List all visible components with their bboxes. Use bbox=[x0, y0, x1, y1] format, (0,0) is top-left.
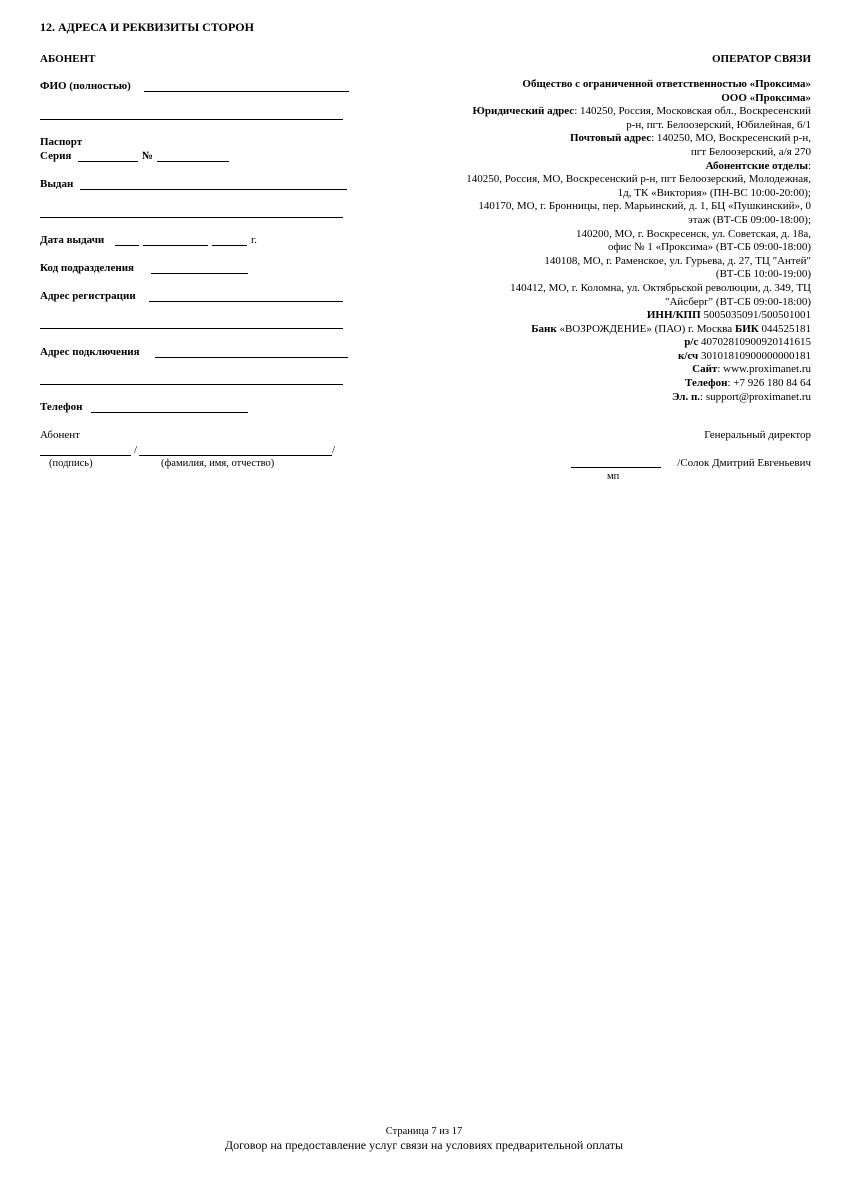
operator-heading: ОПЕРАТОР СВЯЗИ bbox=[712, 53, 811, 65]
issued-by-field-continued[interactable] bbox=[40, 217, 343, 218]
bank-label: Банк bbox=[531, 322, 557, 335]
subscriber-signer-label: Абонент bbox=[40, 429, 80, 441]
office-line: 140200, МО, г. Воскресенск, ул. Советская, д. 18а, bbox=[575, 227, 811, 240]
fio-field[interactable] bbox=[144, 91, 349, 92]
director-name: /Солок Дмитрий Евгеньевич bbox=[677, 457, 811, 469]
email-value[interactable]: : support@proximanet.ru bbox=[700, 390, 811, 403]
office-line: 140170, МО, г. Бронницы, пер. Марьинский, д. 1, БЦ «Пушкинский», 0 bbox=[478, 200, 811, 213]
connection-address-label: Адрес подключения bbox=[40, 346, 140, 358]
registration-address-label: Адрес регистрации bbox=[40, 290, 136, 302]
fio-label: ФИО (полностью) bbox=[40, 80, 131, 92]
connection-address-field[interactable] bbox=[155, 357, 348, 358]
fio-field-continued[interactable] bbox=[40, 119, 343, 120]
operator-offices-heading bbox=[411, 160, 811, 174]
ks-label: к/сч bbox=[677, 349, 699, 362]
operator-details bbox=[411, 78, 811, 404]
office-line: этаж (ВТ-СБ 09:00-18:00); bbox=[687, 213, 811, 226]
issued-by-field[interactable] bbox=[80, 189, 347, 190]
operator-phone bbox=[411, 377, 811, 391]
division-code-label: Код подразделения bbox=[40, 262, 134, 274]
office-line: 1д, ТК «Виктория» (ПН-ВС 10:00-20:00); bbox=[617, 186, 811, 199]
operator-ks bbox=[411, 350, 811, 364]
number-label: № bbox=[142, 150, 154, 162]
operator-rs bbox=[411, 336, 811, 350]
postal-address-line1: : 140250, МО, Воскресенский р-н, bbox=[651, 132, 811, 145]
issue-year-field[interactable] bbox=[212, 245, 247, 246]
subscriber-heading: АБОНЕНТ bbox=[40, 53, 96, 65]
signature-slash-right: / bbox=[332, 444, 336, 456]
inn-label: ИНН/КПП bbox=[646, 309, 701, 322]
operator-phone-label: Телефон bbox=[685, 377, 728, 390]
division-code-field[interactable] bbox=[151, 273, 248, 274]
operator-legal-address-line2: р-н, пгт. Белоозерский, Юбилейная, 6/1 bbox=[626, 118, 811, 131]
operator-company-short: ООО «Проксима» bbox=[721, 91, 811, 104]
year-suffix: г. bbox=[251, 234, 258, 246]
postal-address-label: Почтовый адрес bbox=[569, 132, 652, 145]
subscriber-fullname-field[interactable] bbox=[139, 455, 332, 456]
page-number: Страница 7 из 17 bbox=[385, 1126, 463, 1137]
operator-legal-address bbox=[411, 105, 811, 119]
office-line: 140250, Россия, МО, Воскресенский р-н, пгт Белоозерский, Молодежная, bbox=[466, 173, 811, 186]
series-field[interactable] bbox=[78, 161, 138, 162]
site-label: Сайт bbox=[692, 363, 718, 376]
phone-label: Телефон bbox=[40, 401, 83, 413]
registration-address-field-continued[interactable] bbox=[40, 328, 343, 329]
offices-colon: : bbox=[807, 159, 811, 172]
rs-value: 40702810900920141615 bbox=[698, 336, 811, 349]
office-line: офис № 1 «Проксима» (ВТ-СБ 09:00-18:00) bbox=[607, 241, 811, 254]
director-title: Генеральный директор bbox=[704, 429, 811, 441]
operator-bank bbox=[411, 323, 811, 337]
series-label: Серия bbox=[40, 150, 72, 162]
office-line: 140108, МО, г. Раменское, ул. Гурьева, д. 27, ТЦ "Антей" bbox=[544, 254, 811, 267]
bank-value: «ВОЗРОЖДЕНИЕ» (ПАО) г. Москва bbox=[556, 322, 735, 335]
email-label: Эл. п. bbox=[671, 390, 701, 403]
issue-month-field[interactable] bbox=[143, 245, 208, 246]
office-line: "Айсберг" (ВТ-СБ 09:00-18:00) bbox=[664, 295, 811, 308]
operator-email bbox=[411, 391, 811, 405]
subscriber-signature-field[interactable] bbox=[40, 455, 131, 456]
section-title: 12. АДРЕСА И РЕКВИЗИТЫ СТОРОН bbox=[40, 20, 254, 34]
bik-value: 044525181 bbox=[758, 322, 811, 335]
passport-number-field[interactable] bbox=[157, 161, 229, 162]
operator-site bbox=[411, 363, 811, 377]
offices-label: Абонентские отделы bbox=[705, 159, 808, 172]
fullname-caption: (фамилия, имя, отчество) bbox=[161, 458, 275, 469]
signature-caption: (подпись) bbox=[49, 458, 93, 469]
site-value[interactable]: : www.proximanet.ru bbox=[717, 363, 811, 376]
office-line: (ВТ-СБ 10:00-19:00) bbox=[715, 268, 811, 281]
operator-postal-address bbox=[411, 132, 811, 146]
stamp-label: мп bbox=[607, 471, 620, 482]
operator-inn bbox=[411, 309, 811, 323]
issue-date-label: Дата выдачи bbox=[40, 234, 105, 246]
signature-slash-left: / bbox=[134, 444, 138, 456]
ks-value: 30101810900000000181 bbox=[698, 349, 811, 362]
legal-address-line1: : 140250, Россия, Московская обл., Воскресенский bbox=[574, 105, 811, 118]
operator-postal-address-line2: пгт Белоозерский, а/я 270 bbox=[690, 145, 811, 158]
director-signature-field[interactable] bbox=[571, 467, 661, 468]
document-title-footer: Договор на предоставление услуг связи на условиях предварительной оплаты bbox=[224, 1138, 624, 1152]
registration-address-field[interactable] bbox=[149, 301, 343, 302]
office-line: 140412, МО, г. Коломна, ул. Октябрьской революции, д. 349, ТЦ bbox=[510, 281, 811, 294]
phone-field[interactable] bbox=[91, 412, 248, 413]
inn-value: 5005035091/500501001 bbox=[700, 309, 811, 322]
bik-label: БИК bbox=[734, 322, 759, 335]
operator-company-full: Общество с ограниченной ответственностью «Проксима» bbox=[522, 78, 811, 90]
issued-label: Выдан bbox=[40, 178, 74, 190]
passport-label: Паспорт bbox=[40, 136, 83, 148]
operator-phone-value: : +7 926 180 84 64 bbox=[727, 377, 811, 390]
connection-address-field-continued[interactable] bbox=[40, 384, 343, 385]
legal-address-label: Юридический адрес bbox=[472, 105, 575, 118]
rs-label: р/с bbox=[684, 336, 699, 349]
issue-day-field[interactable] bbox=[115, 245, 139, 246]
